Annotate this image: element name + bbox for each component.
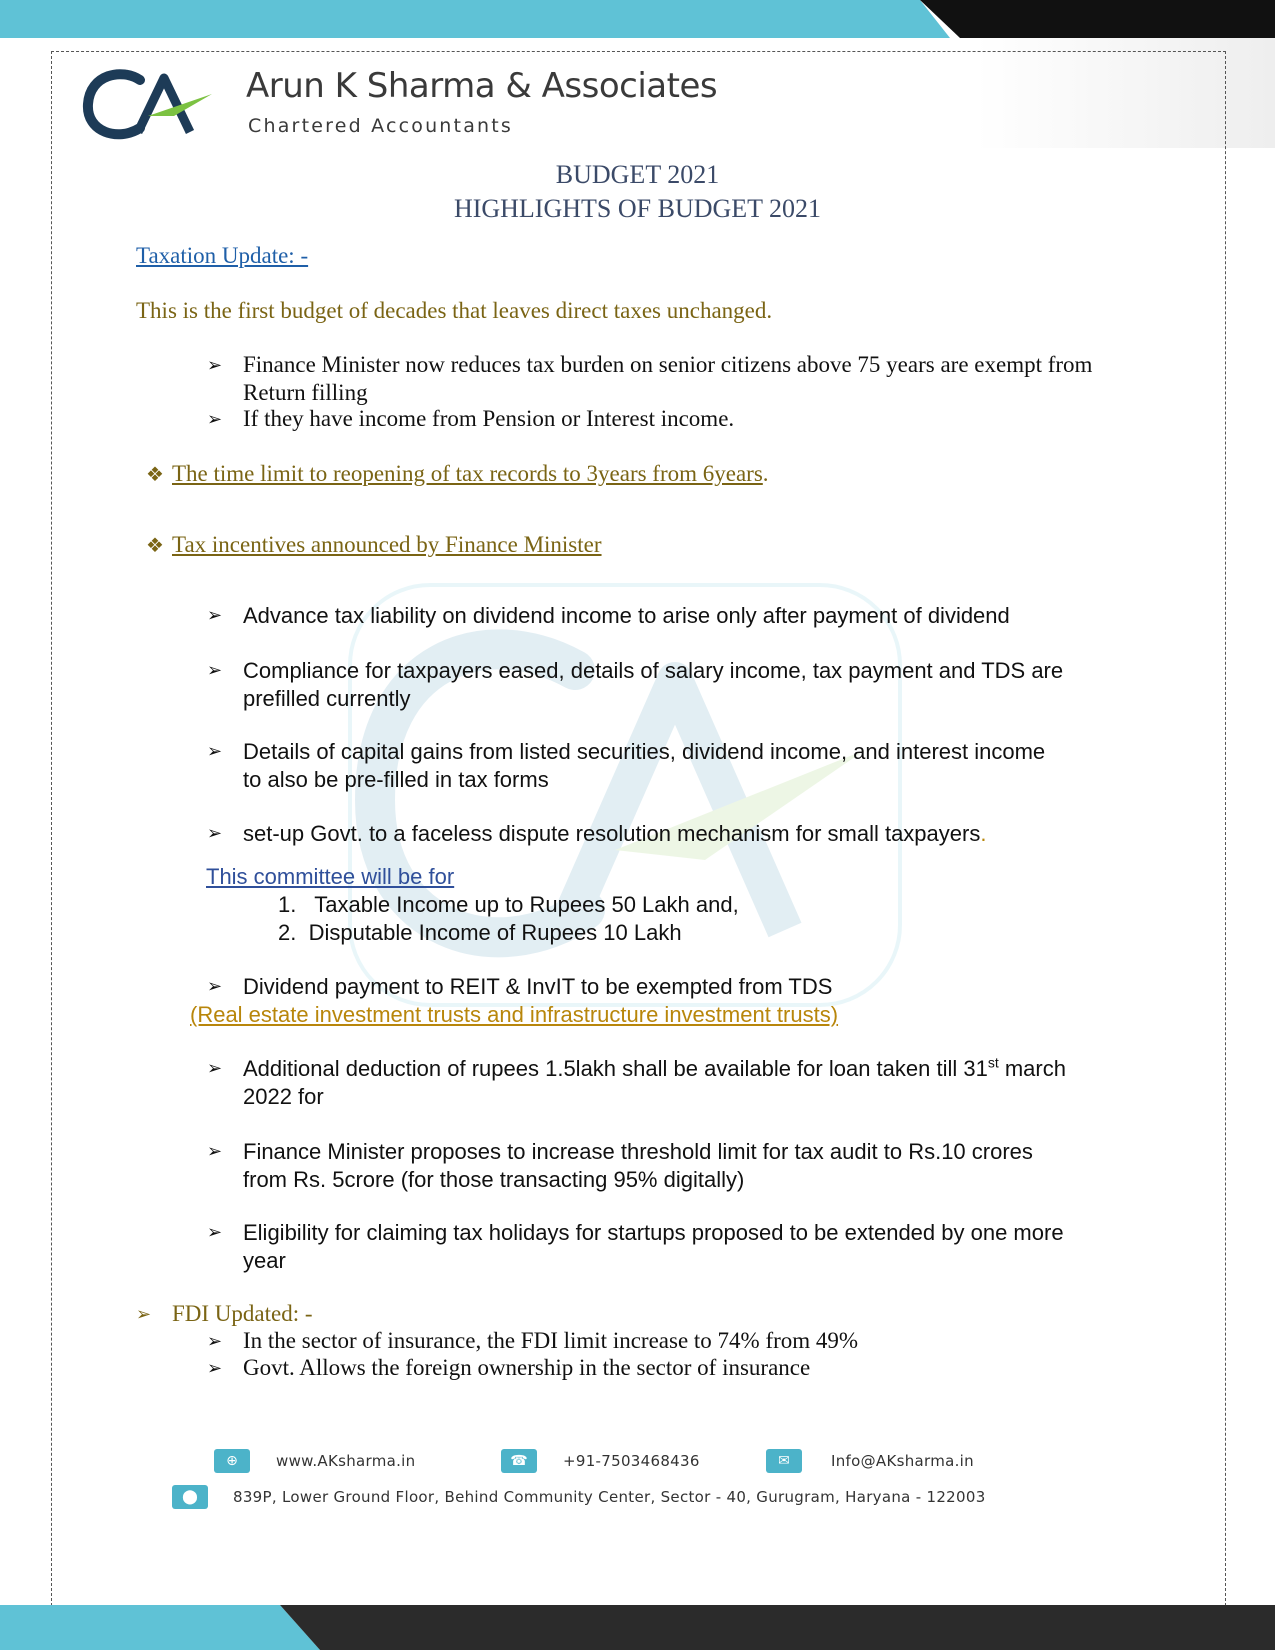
website-link[interactable]: www.AKsharma.in	[276, 1452, 416, 1470]
taxation-heading: Taxation Update: -	[136, 243, 309, 268]
firm-name: Arun K Sharma & Associates	[246, 66, 718, 106]
mail-icon: ✉	[766, 1449, 802, 1473]
committee-item-2: 2. Disputable Income of Rupees 10 Lakh	[278, 920, 682, 945]
senior-point-1-cont: Return filling	[243, 380, 368, 405]
arrow-bullet-icon: ➢	[207, 976, 223, 997]
fdi-heading: FDI Updated: -	[172, 1301, 313, 1326]
arrow-bullet-icon: ➢	[207, 355, 223, 376]
firm-logo	[82, 66, 222, 146]
arrow-bullet-icon: ➢	[207, 660, 223, 681]
incentive-point-2: Compliance for taxpayers eased, details of salary income, tax payment and TDS are	[243, 658, 1064, 683]
incentive-point-7-cont: from Rs. 5crore (for those transacting 95% digitally)	[243, 1167, 745, 1192]
location-pin-icon: ⬤	[172, 1485, 208, 1509]
incentive-point-6: Additional deduction of rupees 1.5lakh shall be available for loan taken till 31st march	[243, 1054, 1066, 1081]
page-title: BUDGET 2021	[555, 160, 720, 189]
senior-point-2: If they have income from Pension or Interest income.	[243, 406, 735, 431]
incentive-point-1: Advance tax liability on dividend income to arise only after payment of dividend	[243, 603, 1010, 628]
incentive-point-2-cont: prefilled currently	[243, 686, 411, 711]
firm-subtitle: Chartered Accountants	[248, 115, 514, 137]
incentive-point-8: Eligibility for claiming tax holidays for startups proposed to be extended by one more	[243, 1220, 1064, 1245]
arrow-bullet-icon: ➢	[136, 1304, 152, 1325]
arrow-bullet-icon: ➢	[207, 1331, 223, 1352]
incentive-point-8-cont: year	[243, 1248, 286, 1273]
incentives-heading: Tax incentives announced by Finance Minister	[172, 532, 602, 557]
arrow-bullet-icon: ➢	[207, 1222, 223, 1243]
bottom-decorative-band	[0, 1605, 1275, 1650]
phone-number[interactable]: +91-7503468436	[563, 1452, 700, 1470]
committee-item-1: 1. Taxable Income up to Rupees 50 Lakh and,	[278, 892, 739, 917]
office-address: 839P, Lower Ground Floor, Behind Community Center, Sector - 40, Gurugram, Haryana - 122003	[233, 1488, 986, 1506]
incentive-point-6-cont: 2022 for	[243, 1084, 324, 1109]
arrow-bullet-icon: ➢	[207, 409, 223, 430]
arrow-bullet-icon: ➢	[207, 1058, 223, 1079]
arrow-bullet-icon: ➢	[207, 741, 223, 762]
arrow-bullet-icon: ➢	[207, 823, 223, 844]
reit-invit-note: (Real estate investment trusts and infrastructure investment trusts)	[190, 1002, 839, 1027]
incentive-point-7: Finance Minister proposes to increase threshold limit for tax audit to Rs.10 crores	[243, 1139, 1033, 1164]
incentive-point-4: set-up Govt. to a faceless dispute resolution mechanism for small taxpayers.	[243, 821, 987, 846]
senior-point-1: Finance Minister now reduces tax burden on senior citizens above 75 years are exempt from	[243, 352, 1093, 377]
arrow-bullet-icon: ➢	[207, 1141, 223, 1162]
globe-icon: ⊕	[214, 1449, 250, 1473]
email-link[interactable]: Info@AKsharma.in	[831, 1452, 974, 1470]
diamond-bullet-icon: ❖	[146, 462, 164, 486]
diamond-bullet-icon: ❖	[146, 533, 164, 557]
fdi-point-1: In the sector of insurance, the FDI limit increase to 74% from 49%	[243, 1328, 859, 1353]
reopening-limit: The time limit to reopening of tax records to 3years from 6years.	[172, 461, 769, 486]
fdi-point-2: Govt. Allows the foreign ownership in the sector of insurance	[243, 1355, 811, 1380]
incentive-point-3-cont: to also be pre-filled in tax forms	[243, 767, 549, 792]
taxation-intro: This is the first budget of decades that leaves direct taxes unchanged.	[136, 298, 773, 323]
arrow-bullet-icon: ➢	[207, 605, 223, 626]
incentive-point-5: Dividend payment to REIT & InvIT to be exempted from TDS	[243, 974, 833, 999]
phone-icon: ☎	[501, 1449, 537, 1473]
top-decorative-band	[0, 0, 1275, 38]
page-subtitle: HIGHLIGHTS OF BUDGET 2021	[453, 194, 822, 223]
incentive-point-3: Details of capital gains from listed securities, dividend income, and interest income	[243, 739, 1046, 764]
arrow-bullet-icon: ➢	[207, 1358, 223, 1379]
committee-heading: This committee will be for	[206, 864, 455, 889]
